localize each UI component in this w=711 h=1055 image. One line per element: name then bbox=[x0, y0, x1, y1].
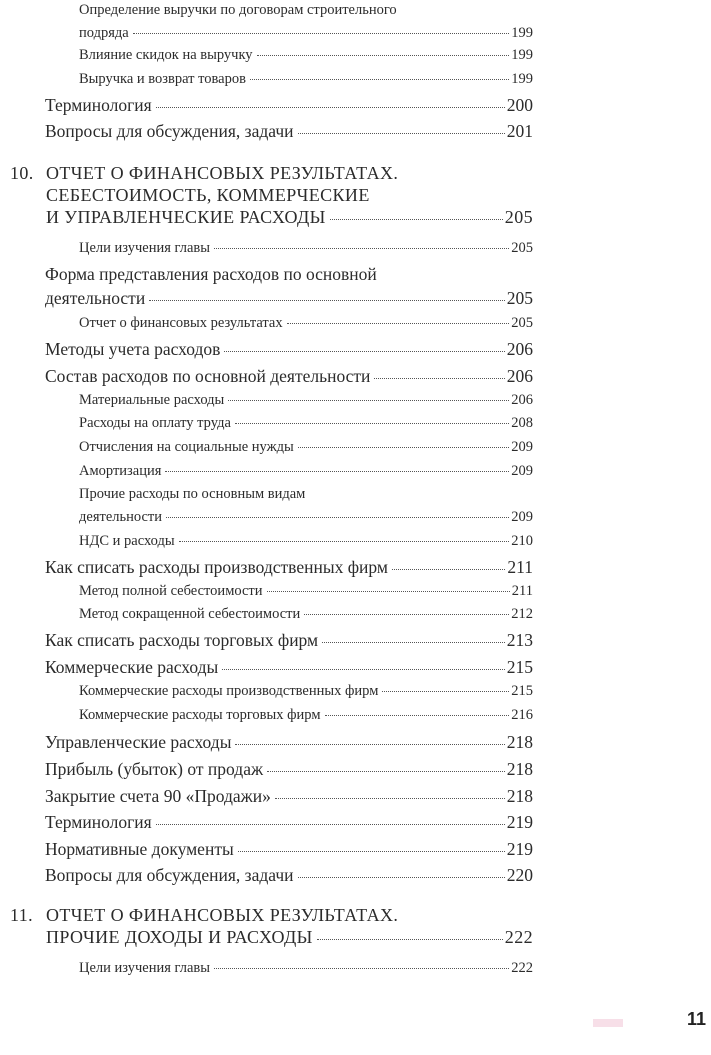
entry-title: Как списать расходы производственных фирм bbox=[45, 557, 388, 577]
entry-title: Закрытие счета 90 «Продажи» bbox=[45, 786, 271, 806]
page-number-footer: 11 bbox=[686, 1009, 706, 1029]
page-number: 211 bbox=[511, 583, 533, 599]
page-number: 199 bbox=[511, 25, 533, 41]
entry-title-line: Прочие расходы по основным видам bbox=[79, 486, 306, 502]
dot-leader bbox=[382, 691, 509, 692]
dot-leader bbox=[298, 877, 505, 878]
page-number: 201 bbox=[506, 121, 533, 141]
page-tab-marker bbox=[593, 1019, 623, 1027]
dot-leader bbox=[166, 517, 509, 518]
toc-entry[interactable] bbox=[45, 865, 533, 886]
toc-entry[interactable] bbox=[79, 463, 533, 480]
toc-entry[interactable] bbox=[79, 583, 533, 600]
toc-entry[interactable] bbox=[45, 95, 533, 116]
toc-entry[interactable] bbox=[45, 366, 533, 387]
page-number: 205 bbox=[506, 288, 533, 308]
page-number: 206 bbox=[511, 392, 533, 408]
dot-leader bbox=[298, 447, 510, 448]
toc-entry[interactable] bbox=[45, 812, 533, 833]
toc-entry[interactable] bbox=[45, 839, 533, 860]
page-number: 211 bbox=[507, 557, 533, 577]
dot-leader bbox=[374, 378, 504, 379]
dot-leader bbox=[222, 669, 504, 670]
chapter-heading[interactable] bbox=[10, 905, 533, 953]
toc-entry[interactable] bbox=[79, 533, 533, 550]
entry-title: Прибыль (убыток) от продаж bbox=[45, 759, 264, 779]
entry-title: НДС и расходы bbox=[79, 533, 175, 549]
chapter-title-line: ОТЧЕТ О ФИНАНСОВЫХ РЕЗУЛЬТАТАХ. bbox=[46, 905, 399, 925]
page-number: 219 bbox=[506, 839, 533, 859]
toc-entry[interactable] bbox=[79, 47, 533, 64]
toc-entry[interactable] bbox=[79, 71, 533, 88]
entry-title: Отчет о финансовых результатах bbox=[79, 315, 283, 331]
dot-leader bbox=[235, 423, 509, 424]
dot-leader bbox=[156, 107, 505, 108]
entry-title: Как списать расходы торговых фирм bbox=[45, 630, 319, 650]
dot-leader bbox=[238, 851, 505, 852]
toc-entry[interactable] bbox=[45, 759, 533, 780]
toc-entry[interactable] bbox=[79, 415, 533, 432]
dot-leader bbox=[165, 471, 509, 472]
entry-title: Состав расходов по основной деятельности bbox=[45, 366, 371, 386]
entry-title: Терминология bbox=[45, 812, 152, 832]
entry-title: Вопросы для обсуждения, задачи bbox=[45, 865, 294, 885]
toc-entry[interactable] bbox=[79, 240, 533, 257]
entry-title: Метод полной себестоимости bbox=[79, 583, 263, 599]
entry-title-line: деятельности bbox=[45, 288, 146, 308]
dot-leader bbox=[235, 744, 504, 745]
page-number: 206 bbox=[506, 366, 533, 386]
page-number: 218 bbox=[506, 732, 533, 752]
entry-title: Управленческие расходы bbox=[45, 732, 232, 752]
entry-title: Вопросы для обсуждения, задачи bbox=[45, 121, 294, 141]
chapter-number: 10. bbox=[10, 163, 34, 183]
toc-entry[interactable] bbox=[79, 707, 533, 724]
toc-entry[interactable] bbox=[79, 315, 533, 332]
page-number: 220 bbox=[506, 865, 533, 885]
dot-leader bbox=[133, 33, 510, 34]
page-number: 205 bbox=[504, 207, 533, 227]
page-number: 218 bbox=[506, 786, 533, 806]
toc-entry[interactable] bbox=[45, 121, 533, 142]
dot-leader bbox=[304, 614, 509, 615]
chapter-number: 11. bbox=[10, 905, 34, 925]
toc-entry[interactable] bbox=[45, 339, 533, 360]
page-number: 216 bbox=[511, 707, 533, 723]
dot-leader bbox=[275, 798, 505, 799]
entry-title: Амортизация bbox=[79, 463, 162, 479]
dot-leader bbox=[317, 939, 503, 940]
dot-leader bbox=[228, 400, 509, 401]
dot-leader bbox=[250, 79, 509, 80]
page-number: 213 bbox=[506, 630, 533, 650]
toc-entry[interactable] bbox=[79, 683, 533, 700]
entry-title: Материальные расходы bbox=[79, 392, 225, 408]
entry-title: Цели изучения главы bbox=[79, 240, 210, 256]
toc-entry[interactable] bbox=[79, 2, 533, 48]
dot-leader bbox=[149, 300, 505, 301]
chapter-heading[interactable] bbox=[10, 163, 533, 235]
dot-leader bbox=[156, 824, 505, 825]
entry-title: Расходы на оплату труда bbox=[79, 415, 231, 431]
dot-leader bbox=[322, 642, 505, 643]
dot-leader bbox=[325, 715, 510, 716]
dot-leader bbox=[224, 351, 504, 352]
toc-entry[interactable] bbox=[79, 392, 533, 409]
page-number: 219 bbox=[506, 812, 533, 832]
entry-title-line: деятельности bbox=[79, 509, 163, 525]
dot-leader bbox=[330, 219, 503, 220]
toc-entry[interactable] bbox=[45, 786, 533, 807]
entry-title-line: подряда bbox=[79, 25, 129, 41]
entry-title: Коммерческие расходы bbox=[45, 657, 219, 677]
page-number: 206 bbox=[506, 339, 533, 359]
toc-entry[interactable] bbox=[45, 557, 533, 578]
page-number: 215 bbox=[511, 683, 533, 699]
page-number: 215 bbox=[506, 657, 533, 677]
entry-title: Влияние скидок на выручку bbox=[79, 47, 253, 63]
dot-leader bbox=[179, 541, 510, 542]
toc-entry[interactable] bbox=[45, 657, 533, 678]
page-number: 218 bbox=[506, 759, 533, 779]
page-number: 222 bbox=[511, 960, 533, 976]
page-number: 205 bbox=[511, 315, 533, 331]
entry-title-line: Определение выручки по договорам строительного bbox=[79, 2, 397, 18]
entry-title: Коммерческие расходы производственных фирм bbox=[79, 683, 379, 699]
chapter-title-line: СЕБЕСТОИМОСТЬ, КОММЕРЧЕСКИЕ bbox=[46, 185, 370, 205]
dot-leader bbox=[214, 248, 509, 249]
entry-title: Отчисления на социальные нужды bbox=[79, 439, 294, 455]
dot-leader bbox=[287, 323, 510, 324]
entry-title-line: Форма представления расходов по основной bbox=[45, 264, 377, 284]
entry-title: Методы учета расходов bbox=[45, 339, 221, 359]
page-number: 212 bbox=[511, 606, 533, 622]
toc-entry[interactable] bbox=[45, 630, 533, 651]
toc-entry[interactable] bbox=[79, 960, 533, 977]
toc-entry[interactable] bbox=[79, 439, 533, 456]
chapter-title-line: ПРОЧИЕ ДОХОДЫ И РАСХОДЫ bbox=[46, 927, 313, 947]
page-number: 209 bbox=[511, 463, 533, 479]
dot-leader bbox=[298, 133, 505, 134]
toc-entry[interactable] bbox=[45, 732, 533, 753]
dot-leader bbox=[214, 968, 509, 969]
chapter-title-line: ОТЧЕТ О ФИНАНСОВЫХ РЕЗУЛЬТАТАХ. bbox=[46, 163, 399, 183]
page-number: 200 bbox=[506, 95, 533, 115]
dot-leader bbox=[392, 569, 505, 570]
dot-leader bbox=[267, 591, 510, 592]
entry-title: Выручка и возврат товаров bbox=[79, 71, 246, 87]
entry-title: Терминология bbox=[45, 95, 152, 115]
toc-entry[interactable] bbox=[79, 486, 533, 532]
page-number: 199 bbox=[511, 47, 533, 63]
dot-leader bbox=[257, 55, 510, 56]
page-number: 199 bbox=[511, 71, 533, 87]
page-number: 209 bbox=[511, 439, 533, 455]
page-number: 208 bbox=[511, 415, 533, 431]
entry-title: Цели изучения главы bbox=[79, 960, 210, 976]
page-number: 205 bbox=[511, 240, 533, 256]
page-number: 209 bbox=[511, 509, 533, 525]
toc-entry[interactable] bbox=[45, 264, 533, 312]
entry-title: Метод сокращенной себестоимости bbox=[79, 606, 301, 622]
entry-title: Коммерческие расходы торговых фирм bbox=[79, 707, 321, 723]
toc-entry[interactable] bbox=[79, 606, 533, 623]
entry-title: Нормативные документы bbox=[45, 839, 234, 859]
page-number: 210 bbox=[511, 533, 533, 549]
page-number: 222 bbox=[504, 927, 533, 947]
chapter-title-line: И УПРАВЛЕНЧЕСКИЕ РАСХОДЫ bbox=[46, 207, 326, 227]
dot-leader bbox=[267, 771, 505, 772]
